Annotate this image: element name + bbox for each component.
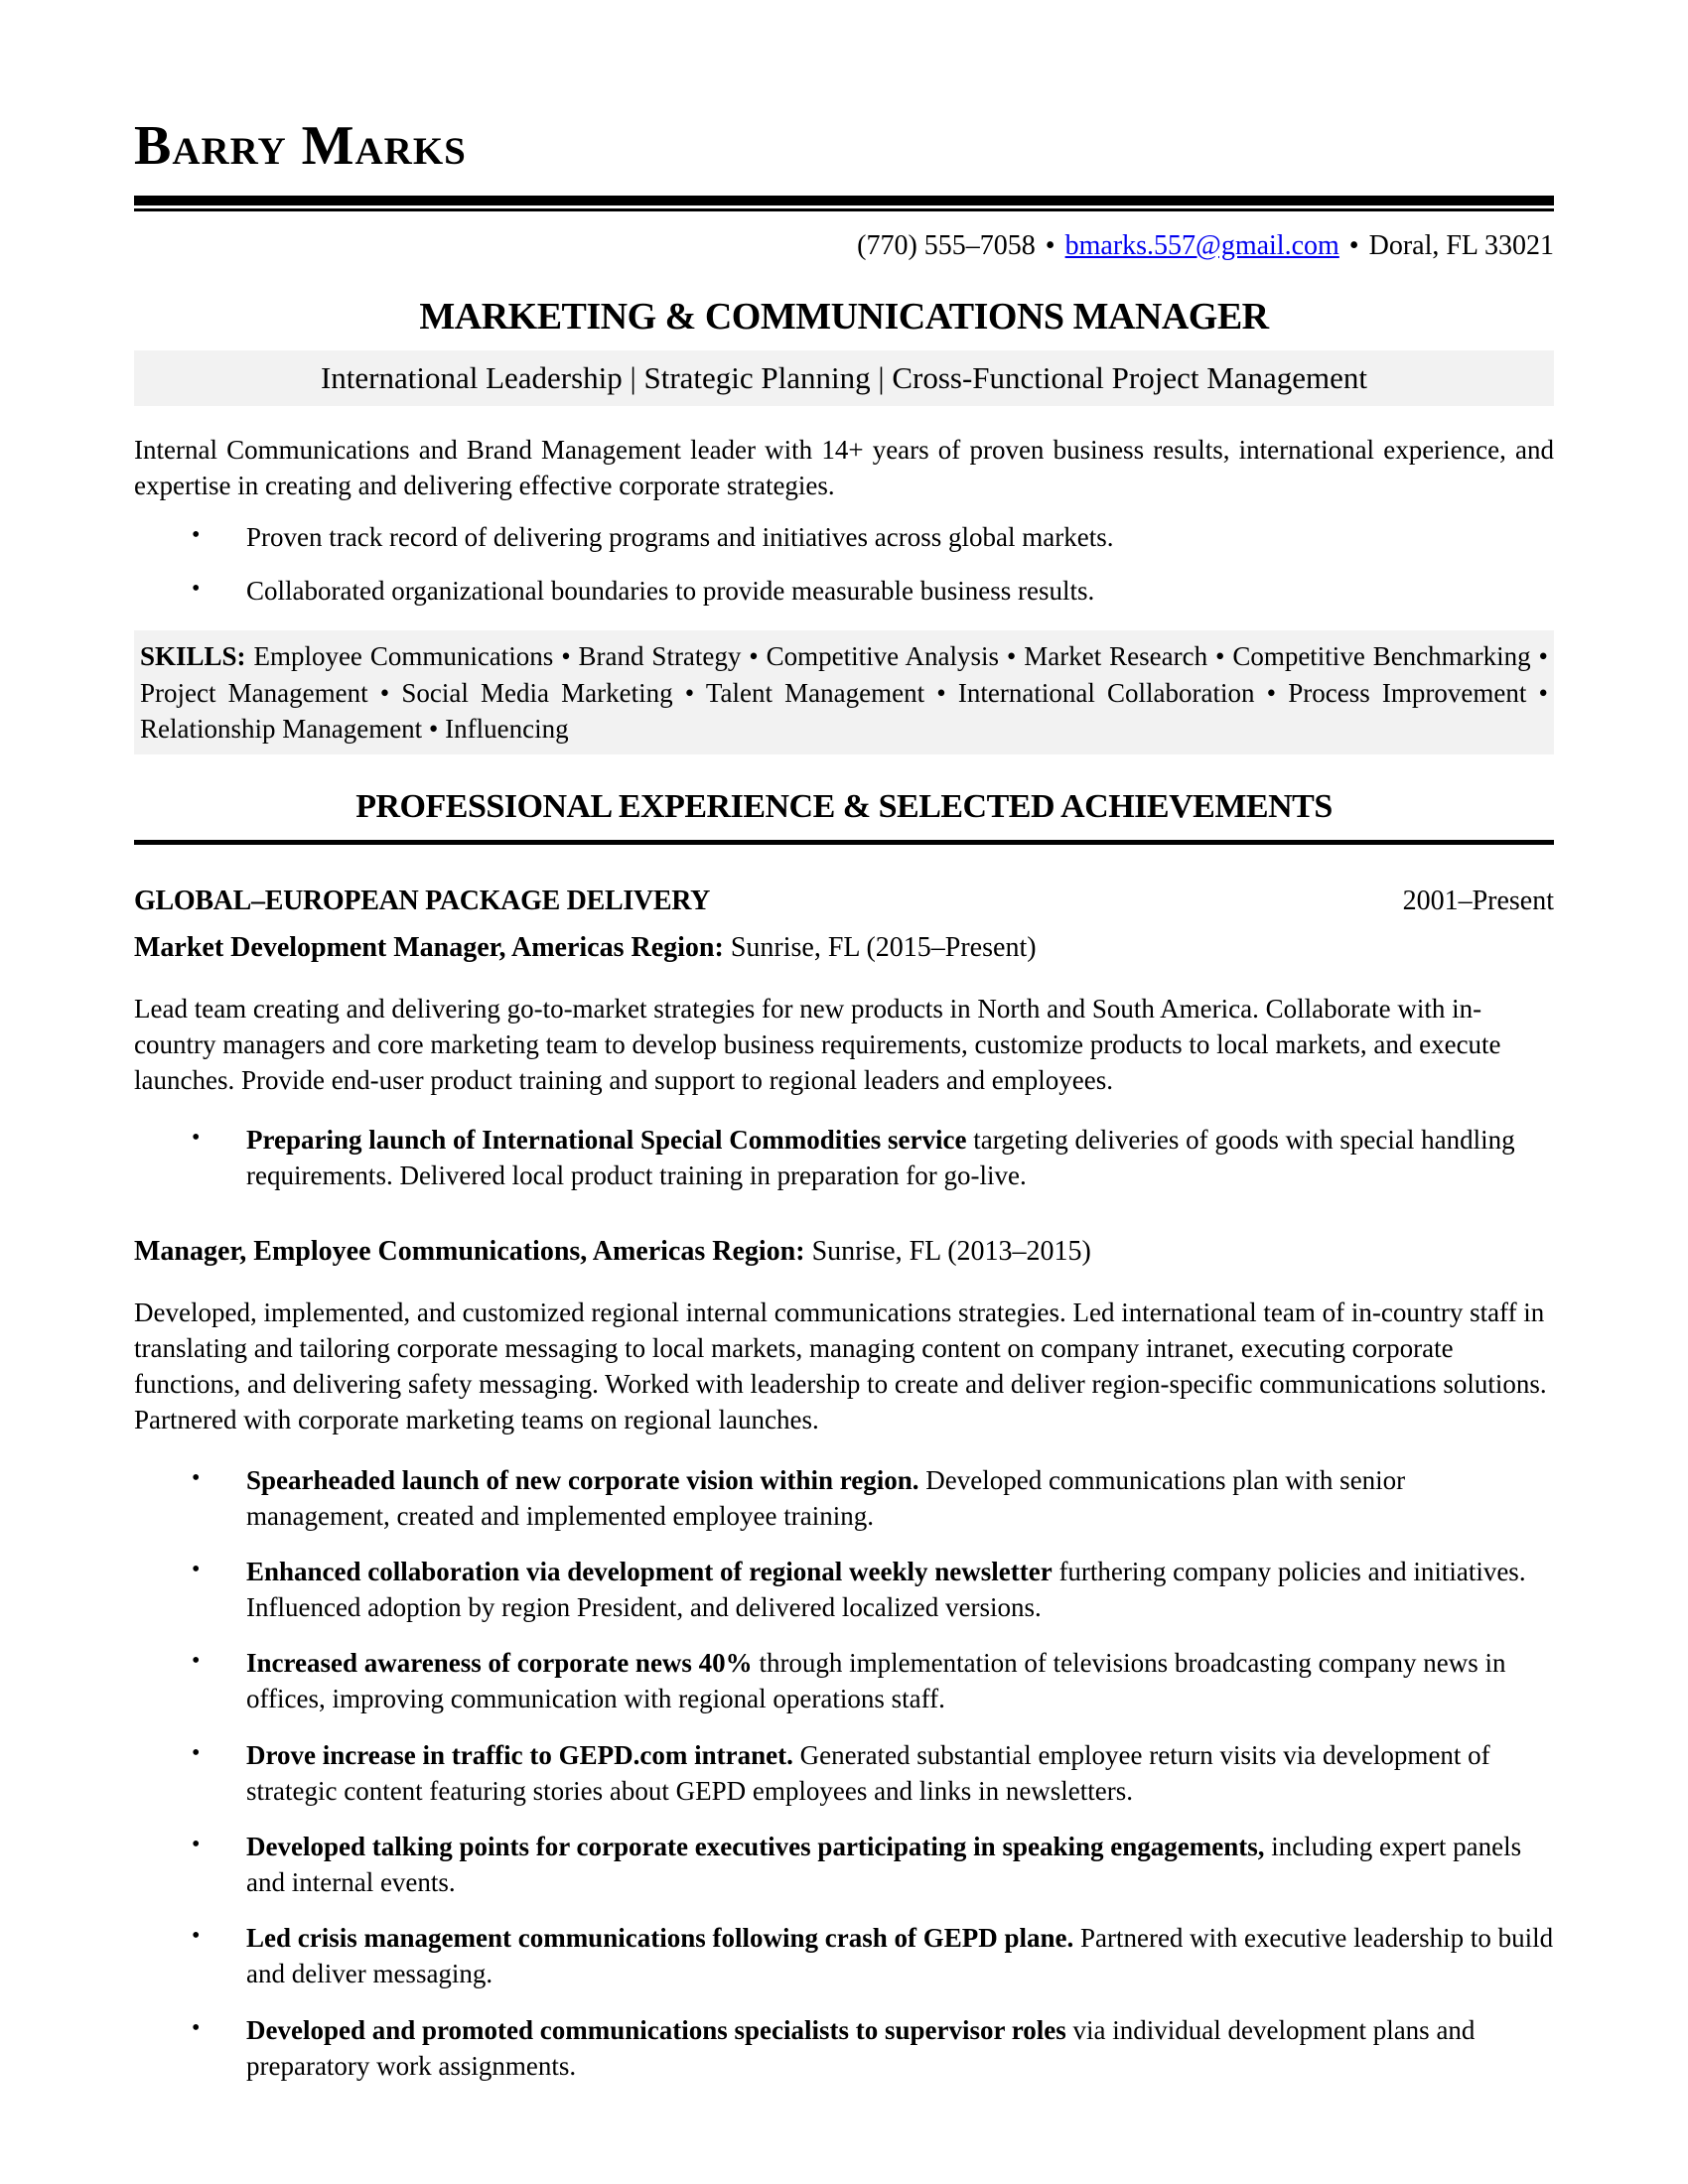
- company-dates: 2001–Present: [1402, 885, 1554, 916]
- achievement-lead: Led crisis management communications following crash of GEPD plane.: [246, 1923, 1074, 1954]
- achievement-text: [246, 1829, 1554, 1900]
- header-rule-thin: [134, 208, 1554, 211]
- list-item: [134, 1645, 1554, 1716]
- skills-block: [134, 630, 1554, 754]
- bullet-icon: •: [192, 1648, 201, 1675]
- achievement-text: [246, 1920, 1554, 1991]
- role-paragraph: Lead team creating and delivering go-to-market strategies for new products in North and South America. Collaborate with in-country managers and core marketing team to develop business requirements, customize products to local markets, and execute launches. Provide end-user product training and support to regional leaders and employees.: [134, 993, 1501, 1095]
- role-title: Manager, Employee Communications, Americas Region:: [134, 1236, 805, 1268]
- company-name: GLOBAL–EUROPEAN PACKAGE DELIVERY: [134, 885, 711, 916]
- achievement-lead: Spearheaded launch of new corporate vision within region.: [246, 1464, 919, 1495]
- role-title-line: [134, 1233, 1554, 1271]
- bullet-icon: •: [192, 2014, 201, 2041]
- bullet-icon: •: [192, 1831, 201, 1857]
- achievement-rest: via individual development plans and preparatory work assignments.: [246, 2014, 1476, 2081]
- company-row: [134, 883, 1554, 920]
- list-item: [134, 1462, 1554, 1534]
- phone-number: (770) 555–7058: [857, 229, 1036, 261]
- bullet-separator-icon: •: [1348, 229, 1359, 261]
- specialties-subtitle: International Leadership | Strategic Planning | Cross-Functional Project Management: [134, 350, 1554, 406]
- role-title: Market Development Manager, Americas Region:: [134, 932, 724, 964]
- achievement-text: [246, 1462, 1554, 1534]
- achievement-rest: furthering company policies and initiatives. Influenced adoption by region President, and delivered localized versions.: [246, 1556, 1526, 1623]
- list-item: [134, 1920, 1554, 1991]
- achievement-lead: Drove increase in traffic to GEPD.com intranet.: [246, 1739, 793, 1770]
- role-location-dates: Sunrise, FL (2015–Present): [723, 932, 1037, 964]
- role-title-line: [134, 929, 1554, 967]
- achievement-list: [134, 1462, 1554, 2084]
- achievement-rest: including expert panels and internal events.: [246, 1831, 1522, 1898]
- list-item: [134, 2012, 1554, 2084]
- bullet-icon: •: [192, 1556, 201, 1582]
- list-item: [134, 1737, 1554, 1809]
- achievement-text: [246, 2012, 1554, 2084]
- bullet-icon: •: [192, 1739, 201, 1766]
- achievement-lead: Developed talking points for corporate executives participating in speaking engagements,: [246, 1831, 1265, 1861]
- list-item: [134, 1829, 1554, 1900]
- achievement-text: [246, 1645, 1554, 1716]
- header-rule-thick: [134, 196, 1554, 205]
- section-heading: PROFESSIONAL EXPERIENCE & SELECTED ACHIEVEMENTS: [134, 784, 1554, 845]
- list-item: [134, 1554, 1554, 1625]
- achievement-rest: Partnered with executive leadership to build and deliver messaging.: [246, 1923, 1554, 1989]
- location-text: Doral, FL 33021: [1368, 229, 1554, 261]
- role-location-dates: Sunrise, FL (2013–2015): [804, 1236, 1091, 1268]
- person-name: Barry Marks: [134, 115, 467, 177]
- summary-bullet-text: Proven track record of delivering programs and initiatives across global markets.: [246, 522, 1114, 553]
- achievement-rest: Developed communications plan with senior management, created and implemented employee training.: [246, 1464, 1406, 1531]
- bullet-icon: •: [192, 1464, 201, 1491]
- achievement-lead: Increased awareness of corporate news 40%: [246, 1648, 753, 1679]
- summary-bullet-list: [134, 519, 1554, 609]
- bullet-icon: •: [192, 576, 201, 603]
- skills-label: SKILLS:: [140, 641, 246, 672]
- achievement-lead: Developed and promoted communications specialists to supervisor roles: [246, 2014, 1066, 2045]
- achievement-rest: targeting deliveries of goods with special handling requirements. Delivered local product training in preparation for go-live.: [246, 1125, 1515, 1191]
- list-item: [134, 519, 1554, 555]
- achievement-list: [134, 1122, 1554, 1193]
- achievement-rest: through implementation of televisions broadcasting company news in offices, improving communication with regional operations staff.: [246, 1648, 1506, 1714]
- achievement-text: [246, 1737, 1554, 1809]
- bullet-separator-icon: •: [1045, 229, 1055, 261]
- achievement-text: [246, 1122, 1554, 1193]
- summary-paragraph: Internal Communications and Brand Management leader with 14+ years of proven business results, international experience, and expertise in creating and delivering effective corporate strategies.: [134, 434, 1554, 500]
- email-link[interactable]: bmarks.557@gmail.com: [1064, 229, 1339, 261]
- summary-bullet-text: Collaborated organizational boundaries to provide measurable business results.: [246, 576, 1095, 607]
- achievement-lead: Enhanced collaboration via development of regional weekly newsletter: [246, 1556, 1053, 1586]
- role-paragraph: Developed, implemented, and customized regional internal communications strategies. Led international team of in-country staff in translating and tailoring corporate messaging to local markets, managing content on company intranet, executing corporate functions, and delivering safety messaging. Worked with leadership to create and deliver region-specific communications solutions. Partnered with corporate marketing teams on regional launches.: [134, 1297, 1547, 1435]
- contact-line: [134, 227, 1554, 265]
- achievement-text: [246, 1554, 1554, 1625]
- skills-text: Employee Communications • Brand Strategy • Competitive Analysis • Market Research • Competitive Benchmarking • Project Management • Social Media Marketing • Talent Management • International Collaboration • Process Improvement • Relationship Management • Influencing: [140, 641, 1548, 744]
- achievement-rest: Generated substantial employee return visits via development of strategic content featuring stories about GEPD employees and links in newsletters.: [246, 1739, 1490, 1806]
- bullet-icon: •: [192, 522, 201, 549]
- achievement-lead: Preparing launch of International Special Commodities service: [246, 1125, 967, 1156]
- bullet-icon: •: [192, 1125, 201, 1152]
- list-item: [134, 1122, 1554, 1193]
- job-title-heading: MARKETING & COMMUNICATIONS MANAGER: [419, 296, 1269, 339]
- list-item: [134, 573, 1554, 609]
- bullet-icon: •: [192, 1923, 201, 1950]
